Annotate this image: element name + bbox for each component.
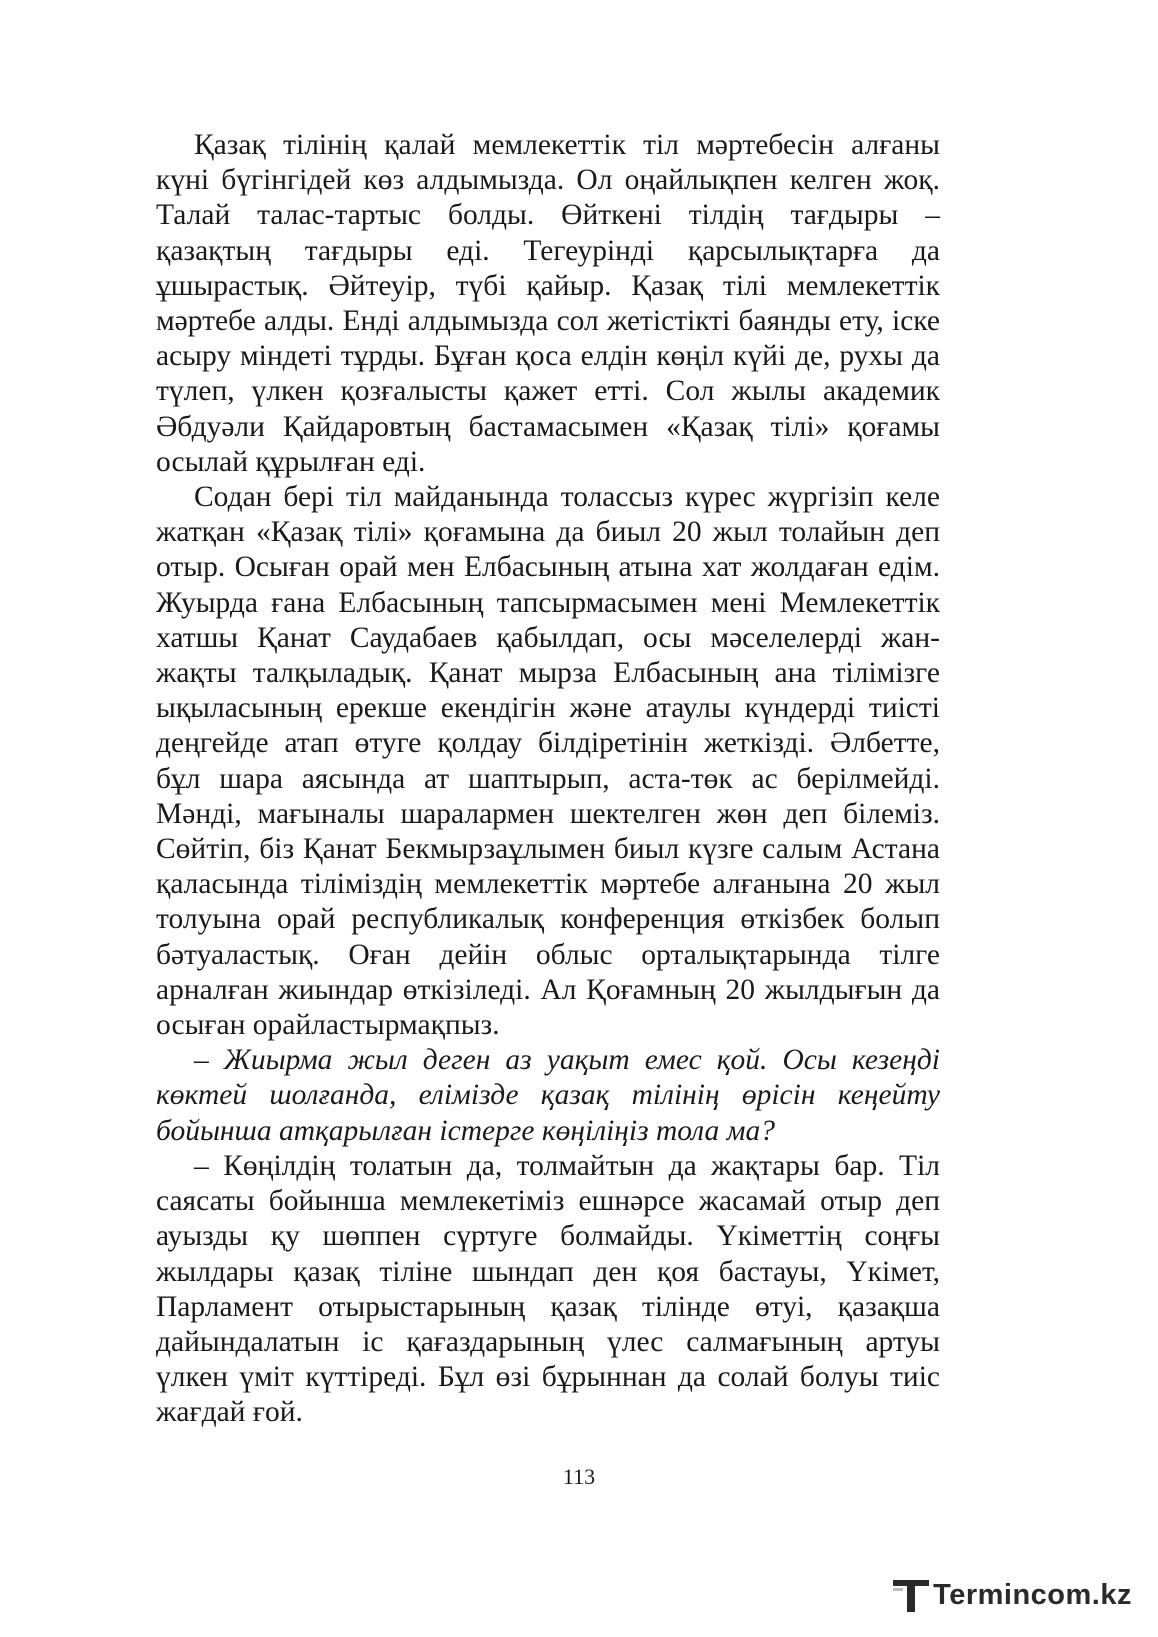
interview-answer: – Көңілдің толатын да, толмайтын да жақтары бар. Тіл саясаты бойынша мемлекетіміз ешнәрсе жасамай отыр деп ауызды қу шөппен сүртуге болмайды. Үкіметтің соңғы жылдары қазақ тіліне шындап ден қоя бастауы, Үкімет, Парламент отырыстарының қазақ тілінде өтуі, қазақша дайындалатын іс қағаздарының үлес салмағының артуы үлкен үміт күттіреді. Бұл өзі бұрыннан да солай болуы тиіс жағдай ғой. [156, 1149, 940, 1429]
page-number: 113 [562, 1464, 596, 1489]
paragraph-1: Қазақ тілінің қалай мемлекеттік тіл мәртебесін алғаны күні бүгінгідей көз алдымызда. Ол оңайлықпен келген жоқ. Талай талас-тартыс болды. Өйткені тілдің тағдыры – қазақтың тағдыры еді. Тегеурінді қарсылықтарға да ұшырастық. Әйтеуір, түбі қайыр. Қазақ тілі мемлекеттік мәртебе алды. Енді алдымызда сол жетістікті баянды ету, іске асыру міндеті тұрды. Бұған қоса елдін көңіл күйі де, рухы да түлеп, үлкен қозғалысты қажет етті. Сол жылы академик Әбдуәли Қайдаровтың бастамасымен «Қазақ тілі» қоғамы осылай құрылған еді. [156, 129, 940, 478]
t-letter-logo-icon [891, 1575, 931, 1615]
watermark-text: Termincom.kz [933, 1578, 1132, 1611]
watermark [891, 1575, 1132, 1615]
paragraph-2: Содан бері тіл майданында толассыз күрес жүргізіп келе жатқан «Қазақ тілі» қоғамына да биыл 20 жыл толайын деп отыр. Осыған орай мен Елбасының атына хат жолдаған едім. Жуырда ғана Елбасының тапсырмасымен мені Мемлекеттік хатшы Қанат Саудабаев қабылдап, осы мәселелерді жан-жақты талқыладық. Қанат мырза Елбасының ана тілімізге ықыласының ерекше екендігін және атаулы күндерді тиісті деңгейде атап өтуге қолдау білдіретінін жеткізді. Әлбетте, бұл шара аясында ат шаптырып, аста-төк ас берілмейді. Мәнді, мағыналы шаралармен шектелген жөн деп білеміз. Сөйтіп, біз Қанат Бекмырзаұлымен биыл күзге салым Астана қаласында тіліміздің мемлекеттік мәртебе алғанына 20 жыл толуына орай республикалық конференция өткізбек болып бәтуаластық. Оған дейін облыс орталықтарында тілге арналған жиындар өткізіледі. Ал Қоғамның 20 жылдығын да осыған орайластырмақпыз. [156, 481, 940, 1042]
interview-question: – Жиырма жыл деген аз уақыт емес қой. Осы кезеңді көктей шолғанда, елімізде қазақ тілінің өрісін кеңейту бойынша атқарылған істерге көңіліңіз тола ма? [156, 1044, 940, 1147]
page-body [156, 128, 940, 1431]
